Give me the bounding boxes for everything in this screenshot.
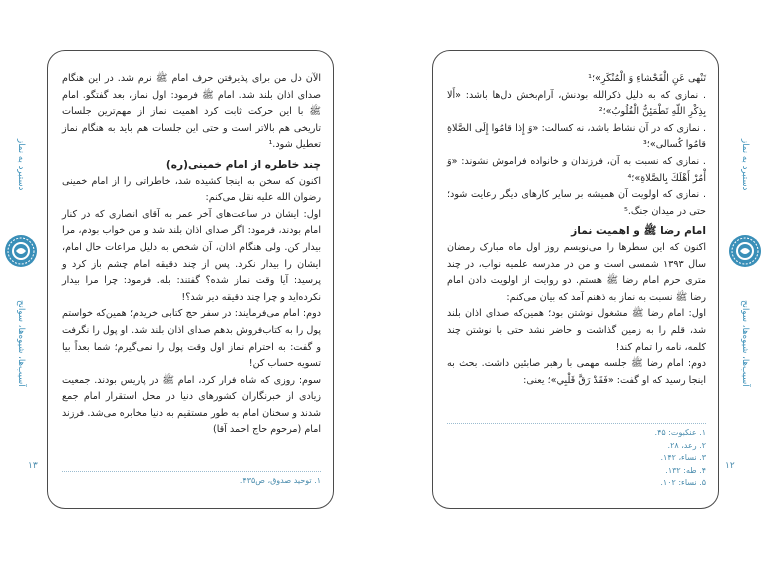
paragraph: . نمازی که در آن نشاط باشد، نه کسالت: «وَ إِذا قامُوا إِلَى الصَّلاةِ قامُوا كُسالى»؛³: [447, 122, 706, 151]
sidebar-title-bottom: آسیب‌ها، شیوه‌ها، سوانح: [16, 299, 26, 387]
right-book-page: [432, 50, 735, 509]
paragraph: . نمازی که اولویت آن همیشه بر سایر کارهای دیگر رعایت شود؛ حتی در میدان جنگ.⁵: [447, 189, 706, 217]
footnotes: [447, 423, 706, 490]
page-body: [447, 71, 706, 389]
footnote: ۲. رعد، ۲۸.: [667, 440, 706, 450]
paragraph: دوم: امام می‌فرمایند: در سفر حج کتابی خریدم؛ همین‌که خواستم پول را به کتاب‌فروش بدهم صدای اذان بلند شد. او پول را نگرفت و گفت: به احترام نماز اول وقت پول را نمی‌گیرم؛ شما بعداً بیا تسویه حساب کن!: [62, 308, 321, 370]
section-heading: امام رضا ﷺ و اهمیت نماز: [571, 225, 706, 238]
paragraph: الآن دل من برای پذیرفتن حرف امام ﷺ نرم شد. در این هنگام صدای اذان بلند شد. امام ﷺ فرمود: اول نماز، بعد گفتگو. امام ﷺ با این حرکت ثابت کرد اهمیت نماز از مهم‌ترین جلسات تاریخی هم بالاتر است و حتی این جلسات هم باید به هنگام نماز تعطیل شود.¹: [62, 73, 321, 151]
paragraph: دوم: امام رضا ﷺ جلسه مهمی با رهبر صابئین داشت. بحث به اینجا رسید که او گفت: «فَقَدْ رَقَّ قَلْبِي»؛ یعنی:: [447, 358, 706, 386]
footnote: ۴. طه: ۱۳۲.: [665, 465, 706, 475]
paragraph: تَنْهى عَنِ الْفَحْشاءِ وَ الْمُنْكَرِ»؛¹: [588, 73, 706, 84]
sidebar-title-bottom: آسیب‌ها، شیوه‌ها، سوانح: [740, 299, 750, 387]
paragraph: اکنون که سخن به اینجا کشیده شد، خاطراتی را از امام خمینی رضوان الله علیه نقل می‌کنم:: [62, 175, 321, 204]
footnote: ۱. عنکبوت: ۴۵.: [654, 428, 706, 437]
footnotes: [62, 471, 321, 488]
left-book-page: [28, 50, 334, 509]
sidebar-title-top: دستبرد به نماز: [16, 139, 26, 191]
paragraph: اول: ایشان در ساعت‌های آخر عمر به آقای انصاری که در کنار امام بودند، فرمود: اگر صدای اذان بلند شد و من خواب بودم، مرا بیدار کن. ولی هنگام اذان، آن شخص به دلیل مراعات حال امام، ایشان را بیدار نکرد. پس از چند دقیقه امام چشم باز کرد و پرسید: آیا وقت نماز شده؟ گفتند: بله. فرمود: چرا مرا بیدار نکرده‌اید و چرا چند دقیقه دیر شد؟!: [62, 208, 321, 303]
page-number: ۱۲: [725, 461, 735, 471]
left-margin-sidebar: [4, 110, 38, 400]
page-body: [62, 71, 321, 439]
paragraph: سوم: روزی که شاه فرار کرد، امام ﷺ در پاریس بودند. جمعیت زیادی از خبرنگاران کشورهای دنیا در محل استقرار امام جمع شدند و سخنان امام به طور مستقیم به دنیا مخابره می‌شد. فرزند امام (مرحوم حاج احمد آقا): [62, 374, 321, 436]
footnote: ۱. توحید صدوق، ص۴۳۵.: [239, 476, 321, 485]
paragraph: اکنون که این سطرها را می‌نویسم روز اول ماه مبارک رمضان سال ۱۳۹۳ شمسی است و من در مدرسه علمیه نواب، در چند متری حرم امام رضا ﷺ هستم. دو روایت از اولویت دادن امام رضا ﷺ نسبت به نماز به ذهنم آمد که بیان می‌کنم:: [447, 241, 707, 303]
footnote: ۳. نساء، ۱۴۲.: [660, 453, 706, 462]
right-margin-sidebar: [728, 110, 762, 400]
paragraph: . نمازی که نسبت به آن، فرزندان و خانواده فراموش نشوند: «وَ أْمُرْ أَهْلَكَ بِالصَّلاةِ»؛⁴: [447, 155, 706, 184]
footnote: ۵. نساء: ۱۰۲.: [660, 478, 706, 487]
page-number: ۱۳: [28, 461, 38, 471]
circular-seal-icon: [728, 234, 762, 268]
section-heading: چند خاطره از امام خمینی(ره): [165, 158, 321, 171]
paragraph: . نمازی که به دلیل ذکرالله بودنش، آرام‌بخش دل‌ها باشد: «أَلا بِذِكْرِ اللّهِ تَطْمَئِنُّ الْقُلُوبُ»؛²: [447, 89, 706, 118]
circular-seal-icon: [4, 234, 38, 268]
paragraph: اول: امام رضا ﷺ مشغول نوشتن بود؛ همین‌که صدای اذان بلند شد، قلم را به زمین گذاشت و حاضر نشد حتی با نوشتن چند کلمه، نامه را تمام کند!: [447, 308, 706, 353]
sidebar-title-top: دستبرد به نماز: [740, 139, 750, 191]
